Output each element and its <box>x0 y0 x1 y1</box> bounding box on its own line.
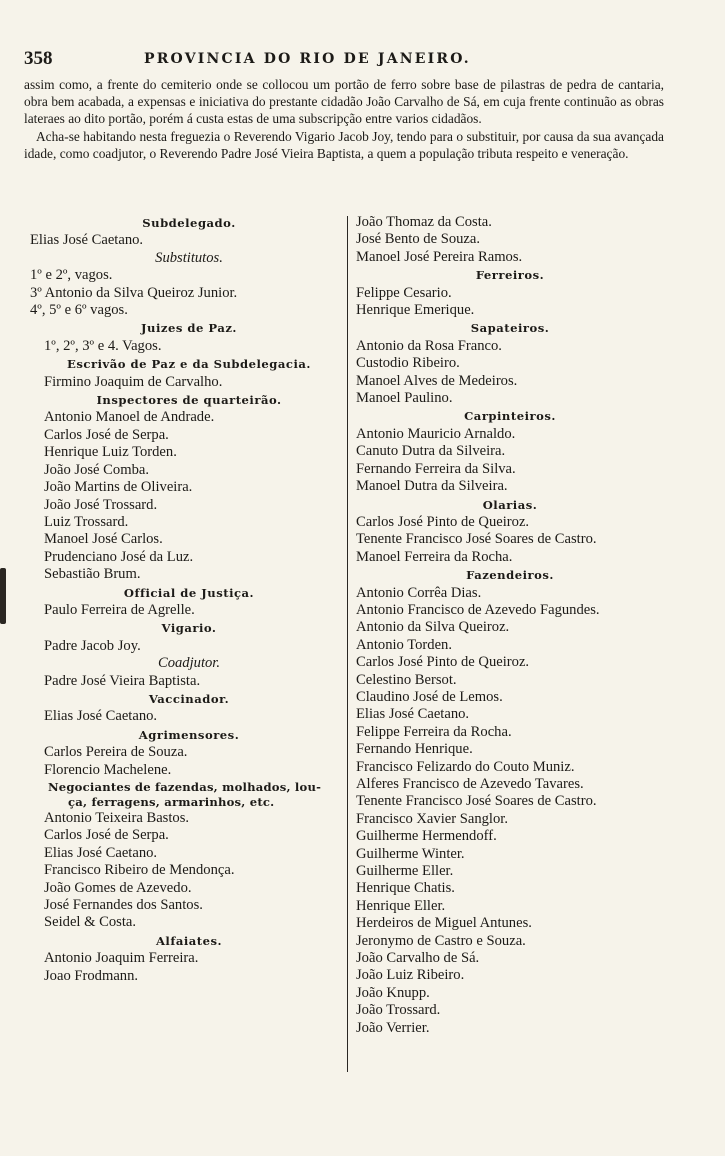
intro-paragraph: Acha-se habitando nesta freguezia o Reverendo Vigario Jacob Joy, tendo para o substituir, por causa da sua avançada idade, como coadjutor, o Reverendo Padre José Vieira Baptista, a quem a população tributa respeito e veneração. <box>24 128 664 161</box>
section-heading: Sapateiros. <box>470 321 550 336</box>
list-item: Henrique Luiz Torden. <box>44 444 177 461</box>
list-item: Fernando Henrique. <box>356 741 473 758</box>
list-item: Sebastião Brum. <box>44 566 141 583</box>
list-item: Manoel Alves de Medeiros. <box>356 372 518 389</box>
list-item: Fernando Ferreira da Silva. <box>356 460 516 477</box>
list-item: Tenente Francisco José Soares de Castro. <box>356 793 597 810</box>
list-item: Florencio Machelene. <box>44 761 172 778</box>
list-item: Claudino José de Lemos. <box>356 688 503 705</box>
list-item: Antonio da Rosa Franco. <box>356 337 502 354</box>
list-item: João Luiz Ribeiro. <box>356 967 465 984</box>
list-item: 4º, 5º e 6º vagos. <box>30 302 128 319</box>
list-item: João Trossard. <box>356 1002 441 1019</box>
list-item: José Bento de Souza. <box>356 231 481 248</box>
list-item: Henrique Emerique. <box>356 302 475 319</box>
list-item: Francisco Xavier Sanglor. <box>356 810 508 827</box>
list-item: Antonio Mauricio Arnaldo. <box>356 425 516 442</box>
list-item: Custodio Ribeiro. <box>356 355 460 372</box>
section-heading: Escrivão de Paz e da Subdelegacia. <box>67 357 311 372</box>
list-item: Antonio Joaquim Ferreira. <box>44 950 199 967</box>
list-item: Manoel José Carlos. <box>44 531 163 548</box>
list-item: Herdeiros de Miguel Antunes. <box>356 915 532 932</box>
section-heading: Official de Justiça. <box>123 585 255 600</box>
intro-text <box>24 76 664 162</box>
list-item: Paulo Ferreira de Agrelle. <box>44 601 195 618</box>
intro-paragraph: assim como, a frente do cemiterio onde se collocou um portão de ferro sobre base de pilastras de pedra de cantaria, obra bem acabada, a expensas e iniciativa do prestante cidadão João Carvalho de Sá, em cuja frente continuão as obras lateraes ao dito portão, porém á custa estas de uma subscripção entre varios cidadãos. <box>24 77 664 127</box>
list-item: Celestino Bersot. <box>356 671 457 688</box>
list-item: Antonio Corrêa Dias. <box>356 584 482 601</box>
list-item: Carlos José Pinto de Queiroz. <box>356 654 530 671</box>
list-item: Antonio Francisco de Azevedo Fagundes. <box>356 601 600 618</box>
list-item: Manoel José Pereira Ramos. <box>356 248 523 265</box>
list-item: Felippe Ferreira da Rocha. <box>356 723 512 740</box>
list-item: Antonio Teixeira Bastos. <box>44 810 190 826</box>
list-item: Carlos José de Serpa. <box>44 426 169 443</box>
list-item: Alferes Francisco de Azevedo Tavares. <box>356 776 584 792</box>
section-heading: Subdelegado. <box>142 216 236 230</box>
section-heading: Vigario. <box>161 621 217 636</box>
list-item: João Knupp. <box>356 984 430 1001</box>
list-item: João José Trossard. <box>44 496 158 513</box>
list-item: Elias José Caetano. <box>30 232 144 249</box>
list-item: Antonio Torden. <box>356 636 452 653</box>
section-heading <box>30 780 348 810</box>
list-item: João José Comba. <box>44 461 149 478</box>
list-item: 1º e 2º, vagos. <box>30 267 113 284</box>
list-item: 3º Antonio da Silva Queiroz Junior. <box>30 284 238 301</box>
list-item: Henrique Eller. <box>356 897 446 914</box>
section-heading: Vaccinador. <box>148 691 230 706</box>
list-item: João Verrier. <box>356 1019 430 1036</box>
list-item: Guilherme Eller. <box>356 863 454 880</box>
section-heading: Ferreiros. <box>475 268 545 283</box>
list-item: 1º, 2º, 3º e 4. Vagos. <box>44 337 162 354</box>
heading-line: Negociantes de fazendas, molhados, lou- <box>48 780 322 794</box>
list-item: Prudenciano José da Luz. <box>44 548 194 565</box>
list-item: Elias José Caetano. <box>44 708 158 725</box>
heading-line: ça, ferragens, armarinhos, etc. <box>68 795 275 809</box>
list-item: Felippe Cesario. <box>356 284 452 301</box>
section-heading: Olarias. <box>482 497 538 512</box>
list-item: Canuto Dutra da Silveira. <box>356 443 506 460</box>
list-item: Francisco Ribeiro de Mendonça. <box>44 862 235 879</box>
section-subheading: Coadjutor. <box>157 655 221 672</box>
list-item: Carlos Pereira de Souza. <box>44 744 188 761</box>
list-item: Carlos José Pinto de Queiroz. <box>356 513 530 530</box>
section-heading: Inspectores de quarteirão. <box>96 393 282 408</box>
running-title: PROVINCIA DO RIO DE JANEIRO. <box>144 51 471 67</box>
list-item: Elias José Caetano. <box>356 706 470 723</box>
page-header <box>24 48 664 70</box>
list-item: Guilherme Winter. <box>356 845 465 862</box>
page-number: 358 <box>24 48 53 69</box>
list-item: Luiz Trossard. <box>44 513 129 530</box>
section-heading: Fazendeiros. <box>466 568 554 583</box>
list-item: Padre Jacob Joy. <box>44 637 141 654</box>
list-item: Carlos José de Serpa. <box>44 827 169 844</box>
list-item: Joao Frodmann. <box>44 967 139 984</box>
section-heading: Carpinteiros. <box>464 409 556 424</box>
left-column <box>30 214 348 985</box>
right-column <box>356 214 664 1037</box>
list-item: Francisco Felizardo do Couto Muniz. <box>356 758 575 775</box>
margin-ink-mark <box>0 568 6 624</box>
section-heading: Juizes de Paz. <box>141 321 237 336</box>
list-item: Firmino Joaquim de Carvalho. <box>44 373 223 390</box>
list-item: Antonio da Silva Queiroz. <box>356 619 510 636</box>
section-heading: Agrimensores. <box>138 727 240 742</box>
list-item: João Martins de Oliveira. <box>44 479 193 496</box>
section-heading: Alfaiates. <box>155 933 223 948</box>
section-subheading: Substitutos. <box>155 249 223 266</box>
list-item: Seidel & Costa. <box>44 914 137 931</box>
list-item: Manoel Paulino. <box>356 390 453 407</box>
list-item: Antonio Manoel de Andrade. <box>44 409 215 426</box>
list-item: Tenente Francisco José Soares de Castro. <box>356 531 597 548</box>
list-item: João Carvalho de Sá. <box>356 950 480 967</box>
list-item: Padre José Vieira Baptista. <box>44 672 201 689</box>
list-item: João Thomaz da Costa. <box>356 214 492 230</box>
list-item: Guilherme Hermendoff. <box>356 828 497 845</box>
list-item: Jeronymo de Castro e Souza. <box>356 932 526 949</box>
list-item: João Gomes de Azevedo. <box>44 879 192 896</box>
list-item: Manoel Ferreira da Rocha. <box>356 548 513 565</box>
list-item: Manoel Dutra da Silveira. <box>356 478 508 495</box>
list-item: José Fernandes dos Santos. <box>44 897 203 914</box>
list-item: Henrique Chatis. <box>356 880 455 897</box>
list-item: Elias José Caetano. <box>44 844 158 861</box>
